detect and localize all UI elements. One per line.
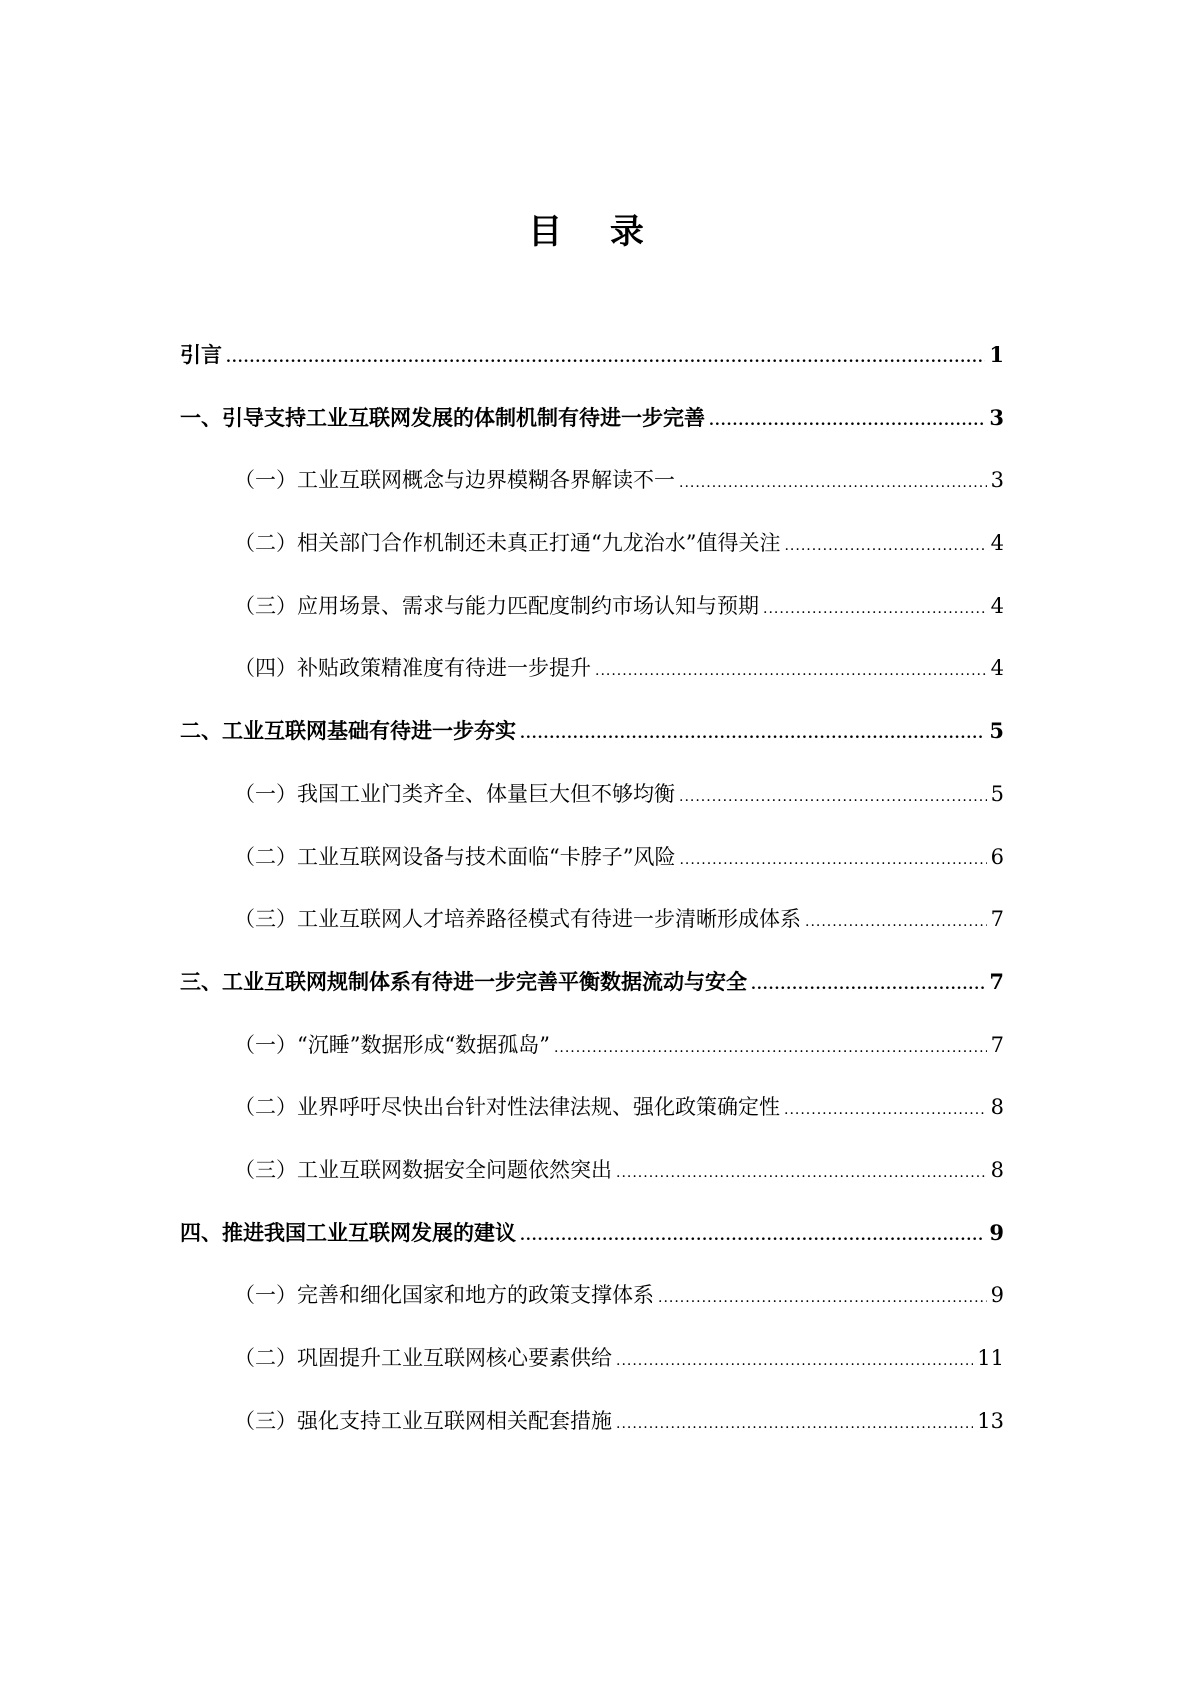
toc-page-number: 7 xyxy=(990,907,1004,932)
toc-page-number: 11 xyxy=(977,1346,1004,1370)
toc-entry[interactable] xyxy=(180,717,1004,780)
dot-leader xyxy=(520,1222,985,1250)
toc-entry-label: 一、引导支持工业互联网发展的体制机制有待进一步完善 xyxy=(180,404,705,430)
toc-entry-label: （一）我国工业门类齐全、体量巨大但不够均衡 xyxy=(234,781,675,806)
dot-leader xyxy=(763,595,987,623)
dot-leader xyxy=(226,344,985,372)
dot-leader xyxy=(658,1284,987,1312)
toc-page-number: 1 xyxy=(989,342,1004,367)
dot-leader xyxy=(616,1347,973,1375)
toc-entry[interactable] xyxy=(180,1407,1004,1470)
toc-page-number: 5 xyxy=(989,718,1004,744)
toc-entry-label: （一）完善和细化国家和地方的政策支撑体系 xyxy=(234,1283,654,1308)
toc-entry[interactable] xyxy=(180,1156,1004,1219)
toc-entry-label: 引言 xyxy=(180,342,222,367)
toc-entry[interactable] xyxy=(180,1281,1004,1344)
toc-entry[interactable] xyxy=(180,1031,1004,1094)
toc-page-number: 8 xyxy=(990,1095,1004,1120)
toc-entry[interactable] xyxy=(180,1219,1004,1282)
toc-page-number: 7 xyxy=(989,968,1004,994)
dot-leader xyxy=(554,1034,987,1062)
toc-page-number: 3 xyxy=(989,404,1004,430)
toc-page-number: 6 xyxy=(990,844,1004,869)
toc-entry[interactable] xyxy=(180,905,1004,968)
toc-page-number: 9 xyxy=(990,1283,1004,1308)
dot-leader xyxy=(616,1159,987,1187)
dot-leader xyxy=(784,532,986,560)
toc-page-number: 4 xyxy=(990,593,1004,618)
toc-entry[interactable] xyxy=(180,1344,1004,1407)
toc-entry-label: （二）巩固提升工业互联网核心要素供给 xyxy=(234,1346,612,1370)
toc-entry-label: （四）补贴政策精准度有待进一步提升 xyxy=(234,656,591,681)
page-title: 目 录 xyxy=(528,212,662,252)
toc-entry[interactable] xyxy=(180,968,1004,1031)
dot-leader xyxy=(784,1096,987,1124)
toc-page-number: 3 xyxy=(990,468,1004,493)
toc-entry-label: 四、推进我国工业互联网发展的建议 xyxy=(180,1219,516,1245)
toc-entry[interactable] xyxy=(180,341,1004,404)
toc-entry[interactable] xyxy=(180,1093,1004,1156)
toc-entry-label: （二）工业互联网设备与技术面临“卡脖子”风险 xyxy=(234,844,676,869)
dot-leader xyxy=(805,908,987,936)
toc-entry[interactable] xyxy=(180,654,1004,717)
toc-entry[interactable] xyxy=(180,529,1004,592)
dot-leader xyxy=(679,783,987,811)
toc-page-number: 4 xyxy=(990,656,1004,681)
dot-leader xyxy=(709,407,985,435)
toc-entry[interactable] xyxy=(180,780,1004,843)
dot-leader xyxy=(520,720,985,748)
toc-page-number: 7 xyxy=(990,1032,1004,1057)
toc-entry-label: （一）工业互联网概念与边界模糊各界解读不一 xyxy=(234,468,675,493)
toc-entry[interactable] xyxy=(180,592,1004,655)
toc-entry[interactable] xyxy=(180,843,1004,906)
toc-entry-label: （三）工业互联网人才培养路径模式有待进一步清晰形成体系 xyxy=(234,907,801,932)
toc-entry[interactable] xyxy=(180,404,1004,467)
toc-entry-label: 二、工业互联网基础有待进一步夯实 xyxy=(180,718,516,744)
toc-page-number: 5 xyxy=(990,781,1004,806)
toc-entry-label: （三）应用场景、需求与能力匹配度制约市场认知与预期 xyxy=(234,593,759,618)
toc-entry-label: （二）相关部门合作机制还未真正打通“九龙治水”值得关注 xyxy=(234,531,781,556)
dot-leader xyxy=(595,657,987,685)
toc-page-number: 9 xyxy=(989,1219,1004,1245)
dot-leader xyxy=(616,1410,973,1438)
toc-page-number: 4 xyxy=(990,531,1004,556)
toc-entry-label: （二）业界呼吁尽快出台针对性法律法规、强化政策确定性 xyxy=(234,1095,780,1120)
table-of-contents xyxy=(180,341,1004,1469)
toc-page-number: 13 xyxy=(977,1408,1004,1433)
toc-entry[interactable] xyxy=(180,466,1004,529)
dot-leader xyxy=(679,846,986,874)
dot-leader xyxy=(679,469,987,497)
toc-page-number: 8 xyxy=(990,1157,1004,1182)
toc-entry-label: 三、工业互联网规制体系有待进一步完善平衡数据流动与安全 xyxy=(180,968,747,994)
toc-entry-label: （三）工业互联网数据安全问题依然突出 xyxy=(234,1157,612,1182)
toc-entry-label: （一）“沉睡”数据形成“数据孤岛” xyxy=(234,1032,550,1057)
dot-leader xyxy=(751,971,985,999)
toc-entry-label: （三）强化支持工业互联网相关配套措施 xyxy=(234,1408,612,1433)
